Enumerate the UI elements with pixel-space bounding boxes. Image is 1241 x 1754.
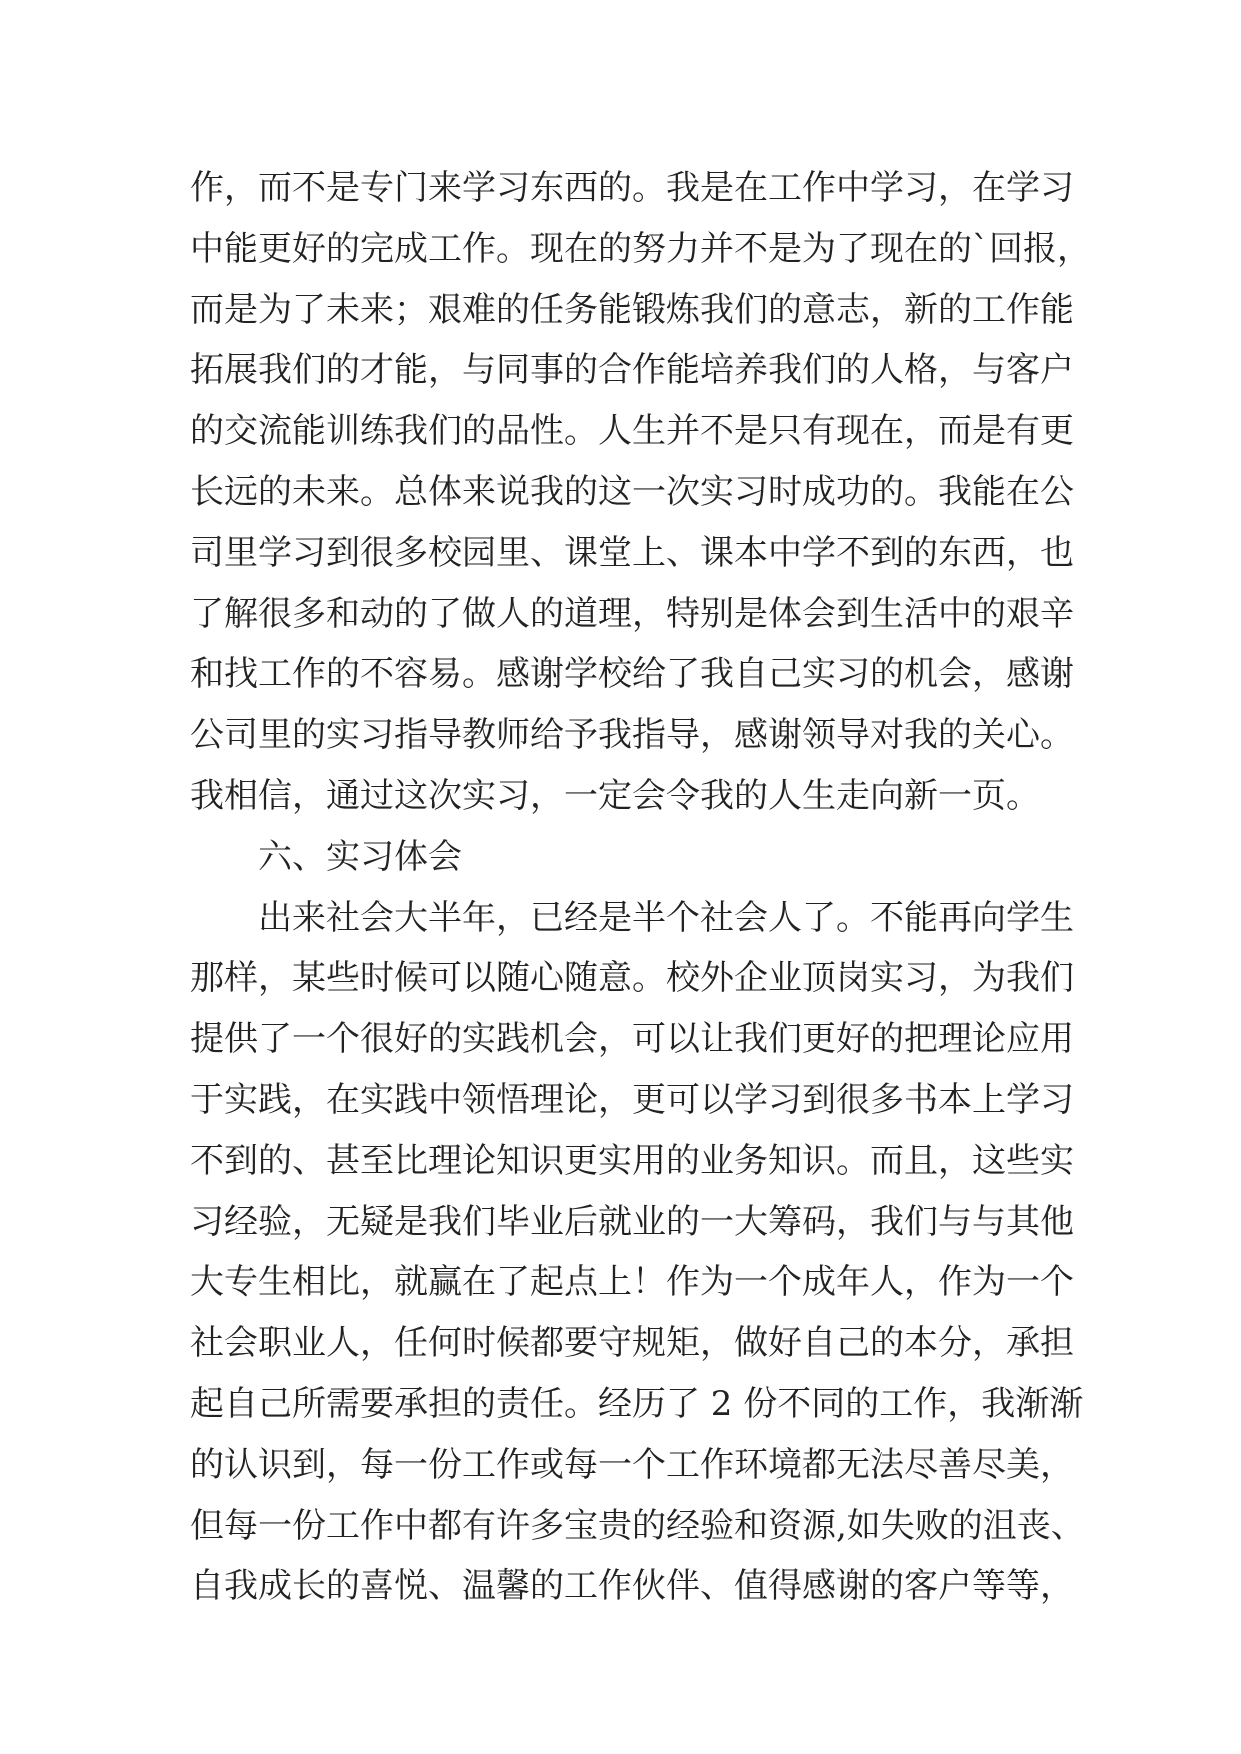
paragraph-line: 中能更好的完成工作。现在的努力并不是为了现在的`回报， [190, 228, 1091, 269]
paragraph-line: 自我成长的喜悦、温馨的工作伙伴、值得感谢的客户等等， [190, 1566, 1074, 1607]
section-heading: 六、实习体会 [258, 836, 462, 877]
body-text [190, 158, 1091, 1617]
paragraph-line: 不到的、甚至比理论知识更实用的业务知识。而且，这些实 [190, 1140, 1074, 1181]
paragraph-line: 的认识到，每一份工作或每一个工作环境都无法尽善尽美， [190, 1444, 1074, 1485]
paragraph-line: 提供了一个很好的实践机会，可以让我们更好的把理论应用 [190, 1019, 1074, 1060]
paragraph-line: 起自己所需要承担的责任。经历了 2 份不同的工作，我渐渐 [190, 1383, 1084, 1424]
paragraph-line: 出来社会大半年，已经是半个社会人了。不能再向学生 [258, 897, 1074, 938]
paragraph-line: 作，而不是专门来学习东西的。我是在工作中学习，在学习 [190, 168, 1074, 208]
paragraph-line: 那样，某些时候可以随心随意。校外企业顶岗实习，为我们 [190, 958, 1074, 999]
paragraph-line: 了解很多和动的了做人的道理，特别是体会到生活中的艰辛 [190, 593, 1074, 634]
paragraph-line: 的交流能训练我们的品性。人生并不是只有现在，而是有更 [190, 411, 1074, 452]
paragraph-line: 社会职业人，任何时候都要守规矩，做好自己的本分，承担 [190, 1323, 1074, 1364]
paragraph-line: 公司里的实习指导教师给予我指导，感谢领导对我的关心。 [190, 715, 1074, 756]
paragraph-line: 而是为了未来；艰难的任务能锻炼我们的意志，新的工作能 [190, 289, 1074, 330]
paragraph-line: 司里学习到很多校园里、课堂上、课本中学不到的东西，也 [190, 532, 1074, 573]
paragraph-line: 大专生相比，就赢在了起点上！作为一个成年人，作为一个 [190, 1262, 1074, 1303]
paragraph-line: 但每一份工作中都有许多宝贵的经验和资源,如失败的沮丧、 [190, 1505, 1085, 1546]
paragraph-line: 于实践，在实践中领悟理论，更可以学习到很多书本上学习 [190, 1079, 1074, 1120]
paragraph-line: 和找工作的不容易。感谢学校给了我自己实习的机会，感谢 [190, 654, 1074, 695]
paragraph-line: 习经验，无疑是我们毕业后就业的一大筹码，我们与与其他 [190, 1201, 1074, 1242]
paragraph-line: 长远的未来。总体来说我的这一次实习时成功的。我能在公 [190, 471, 1074, 512]
paragraph-line: 拓展我们的才能，与同事的合作能培养我们的人格，与客户 [190, 350, 1074, 391]
paragraph-line: 我相信，通过这次实习，一定会令我的人生走向新一页。 [190, 775, 1040, 816]
